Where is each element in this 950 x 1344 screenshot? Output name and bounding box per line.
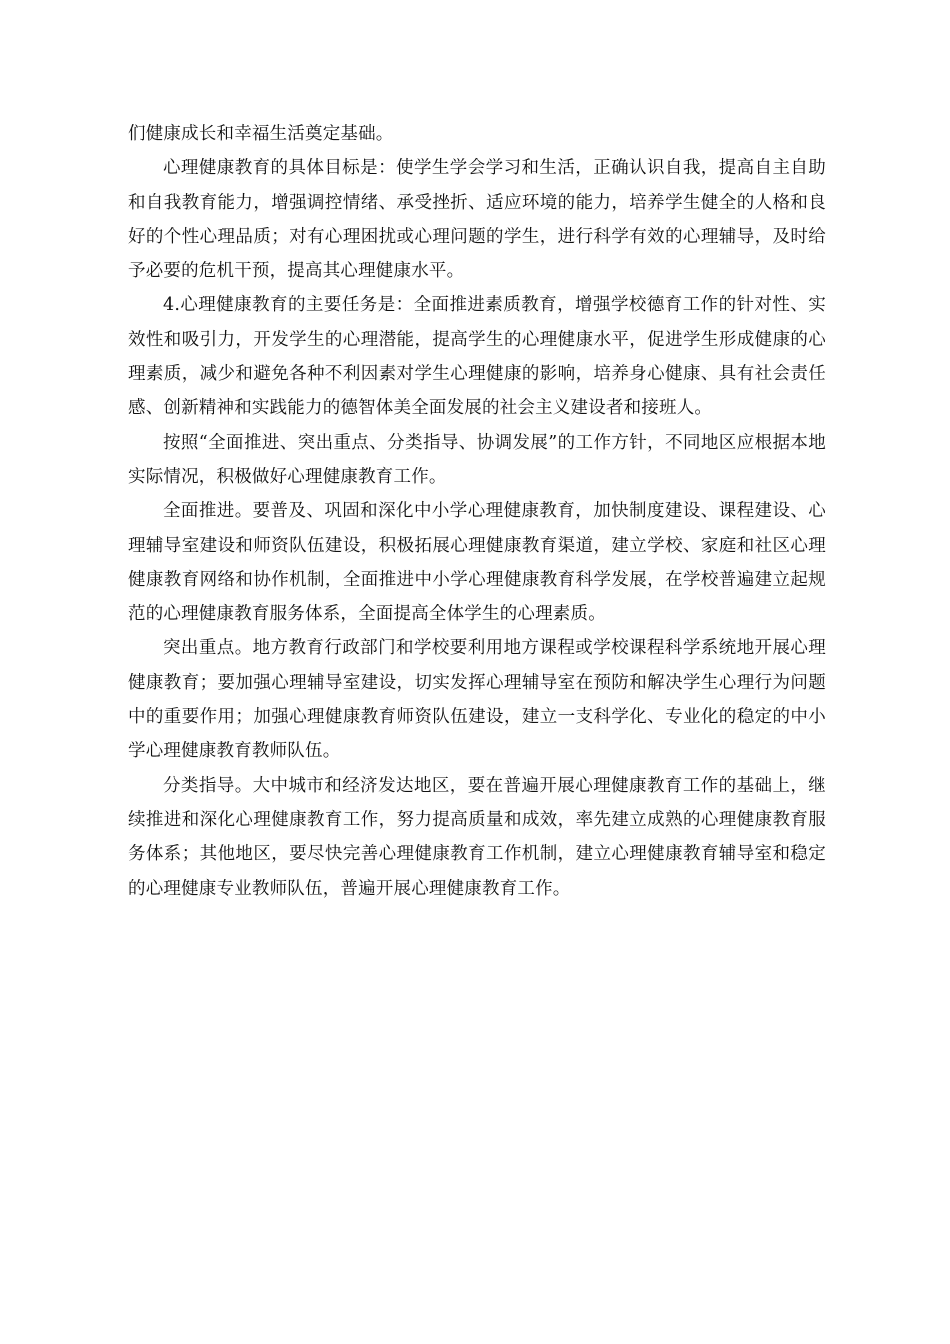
paragraph-classified-guidance: 分类指导。大中城市和经济发达地区，要在普遍开展心理健康教育工作的基础上，继续推进和深化心理健康教育工作，努力提高质量和成效，率先建立成熟的心理健康教育服务体系；其他地区，要尽快完善心理健康教育工作机制，建立心理健康教育辅导室和稳定的心理健康专业教师队伍，普遍开展心理健康教育工作。 [128,775,826,899]
paragraph-continuation: 们健康成长和幸福生活奠定基础。 [128,124,394,144]
paragraph-main-tasks: 4.心理健康教育的主要任务是：全面推进素质教育，增强学校德育工作的针对性、实效性和吸引力，开发学生的心理潜能，提高学生的心理健康水平，促进学生形成健康的心理素质，减少和避免各种不利因素对学生心理健康的影响，培养身心健康、具有社会责任感、创新精神和实践能力的德智体美全面发展的社会主义建设者和接班人。 [128,295,826,419]
paragraph-specific-goals: 心理健康教育的具体目标是：使学生学会学习和生活，正确认识自我，提高自主自助和自我教育能力，增强调控情绪、承受挫折、适应环境的能力，培养学生健全的人格和良好的个性心理品质；对有心理困扰或心理问题的学生，进行科学有效的心理辅导，及时给予必要的危机干预，提高其心理健康水平。 [128,158,826,282]
paragraph-work-policy: 按照“全面推进、突出重点、分类指导、协调发展”的工作方针，不同地区应根据本地实际情况，积极做好心理健康教育工作。 [128,432,826,487]
paragraph-key-focus: 突出重点。地方教育行政部门和学校要利用地方课程或学校课程科学系统地开展心理健康教育；要加强心理辅导室建设，切实发挥心理辅导室在预防和解决学生心理行为问题中的重要作用；加强心理健康教育师资队伍建设，建立一支科学化、专业化的稳定的中小学心理健康教育教师队伍。 [128,638,826,762]
document-body [128,117,826,906]
paragraph-comprehensive-promotion: 全面推进。要普及、巩固和深化中小学心理健康教育，加快制度建设、课程建设、心理辅导室建设和师资队伍建设，积极拓展心理健康教育渠道，建立学校、家庭和社区心理健康教育网络和协作机制，全面推进中小学心理健康教育科学发展，在学校普遍建立起规范的心理健康教育服务体系，全面提高全体学生的心理素质。 [128,501,826,625]
